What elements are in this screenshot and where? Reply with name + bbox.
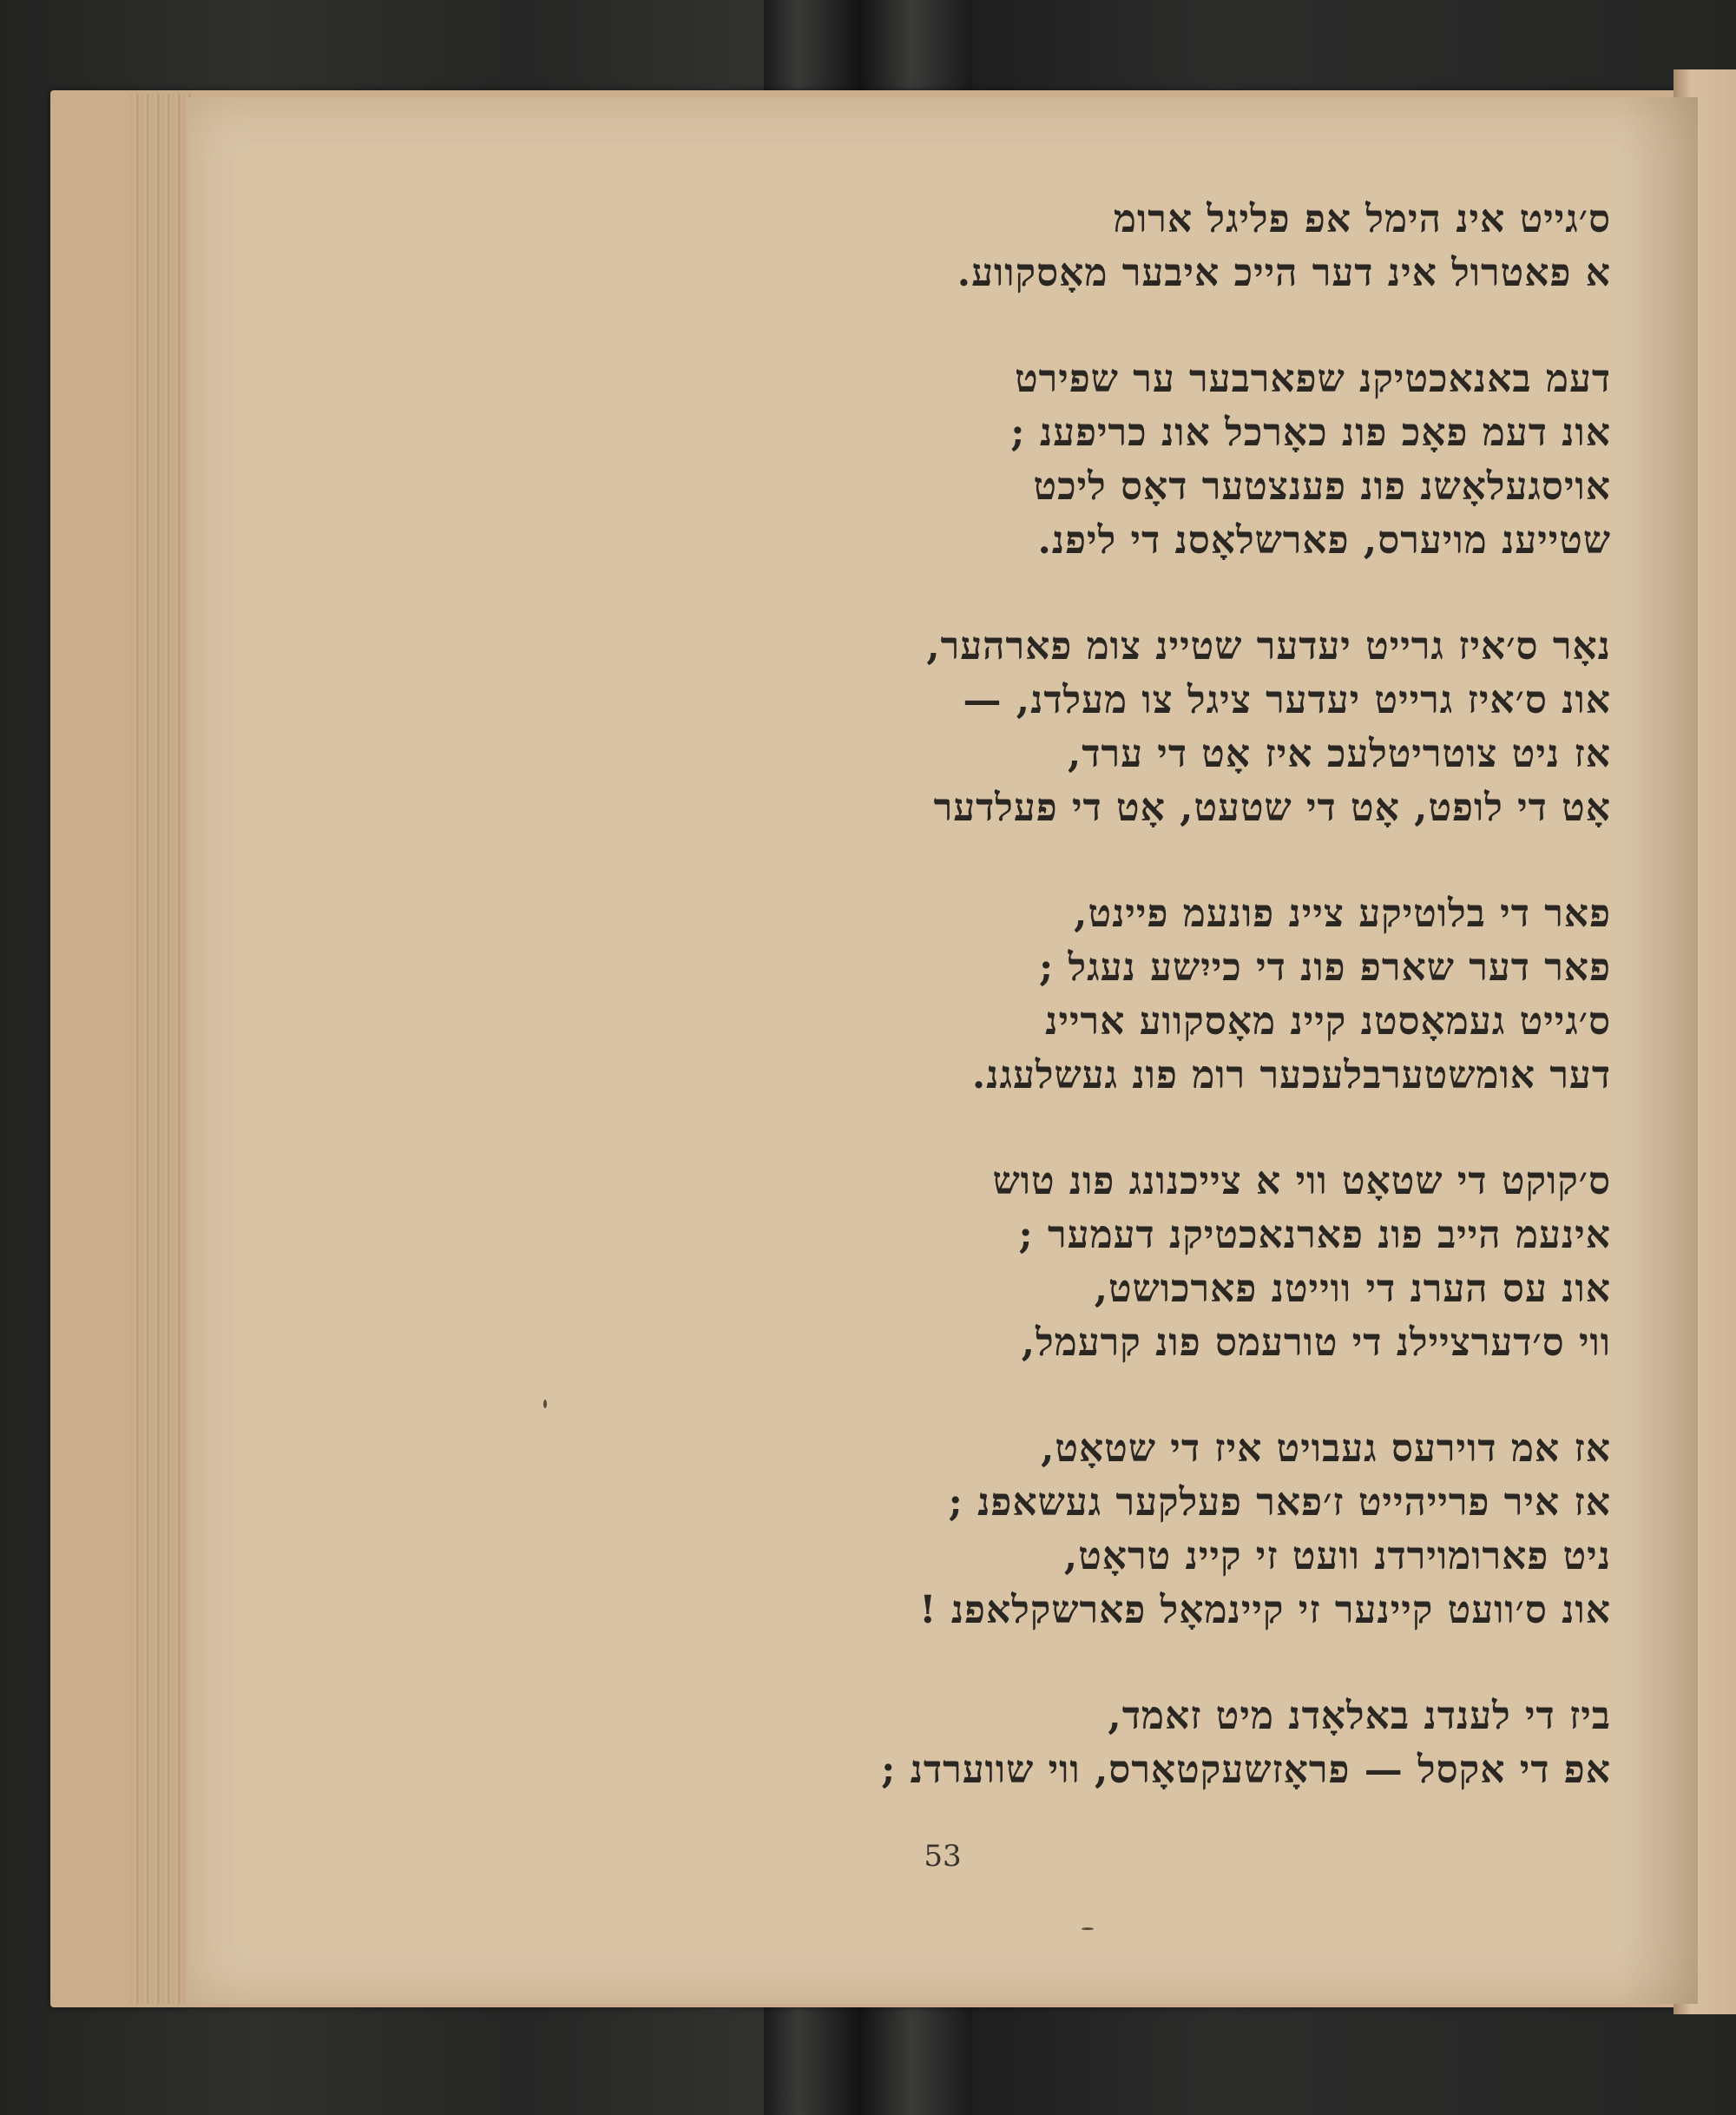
poem-line: ווי ס׳דערציילנ די טורעמס פונ קרעמל, bbox=[1021, 1321, 1611, 1365]
poem-line: דער אומשטערבלעכער רומ פונ געשלעגנ. bbox=[971, 1053, 1611, 1097]
paper-speck bbox=[1082, 1927, 1094, 1930]
poem-line: א פאטרול אינ דער הייכ איבער מאָסקווע. bbox=[957, 251, 1611, 295]
poem-line: אונ ס׳איז גרייט יעדער ציגל צו מעלדנ, — bbox=[963, 678, 1611, 722]
poem-line: ס׳קוקט די שטאָט ווי א צייכנונג פונ טוש bbox=[992, 1159, 1611, 1203]
poem-line: פאר די בלוטיקע ציינ פונעמ פיינט, bbox=[1074, 892, 1611, 936]
stanza-2 bbox=[569, 352, 1611, 568]
page-edge-stack bbox=[130, 94, 191, 2004]
poem-line: שטייענ מויערס, פארשלאָסנ די ליפנ. bbox=[1037, 518, 1611, 563]
poem-line: אפ די אקסל — פראָזשעקטאָרס, ווי שווערדנ ; bbox=[881, 1748, 1611, 1792]
poem-line: ביז די לענדנ באלאָדנ מיט זאמד, bbox=[1108, 1694, 1611, 1738]
poem-line: אינעמ הייב פונ פארנאכטיקנ דעמער ; bbox=[1018, 1213, 1611, 1257]
poem-line: אָט די לופט, אָט די שטעט, אָט די פעלדער bbox=[933, 786, 1611, 830]
poem-line: אז איר פרייהייט ז׳פאר פעלקער געשאפנ ; bbox=[948, 1480, 1611, 1525]
stanza-1 bbox=[569, 193, 1611, 300]
stanza-3 bbox=[569, 620, 1611, 835]
stanza-6 bbox=[569, 1422, 1611, 1637]
poem-line: ס׳גייט אינ הימל אפ פליגל ארומ bbox=[1113, 197, 1611, 241]
poem-line: אונ דעמ פאָכ פונ כאָרכל אונ כריפענ ; bbox=[1010, 411, 1611, 455]
stanza-5 bbox=[569, 1155, 1611, 1370]
poem-line: דעמ באנאכטיקנ שפארבער ער שפירט bbox=[1015, 357, 1611, 401]
poem-line: נאָר ס׳איז גרייט יעדער שטיינ צומ פארהער, bbox=[926, 624, 1611, 669]
book-page bbox=[187, 97, 1698, 2004]
poem bbox=[569, 193, 1611, 1849]
page-number: 53 bbox=[924, 1839, 962, 1874]
paper-speck bbox=[543, 1400, 547, 1408]
poem-line: פאר דער שארפ פונ די כייִשע נעגל ; bbox=[1038, 945, 1611, 990]
stanza-4 bbox=[569, 887, 1611, 1103]
poem-line: אונ עס הערנ די ווייטנ פארכושט, bbox=[1094, 1267, 1611, 1311]
poem-line: אז אמ דוירעס געבויט איז די שטאָט, bbox=[1041, 1426, 1611, 1471]
poem-line: ניט פארומוירדנ וועט זי קיינ טראָט, bbox=[1063, 1534, 1611, 1578]
poem-line: ס׳גייט געמאָסטנ קיינ מאָסקווע אריינ bbox=[1045, 999, 1611, 1044]
poem-line: אונ ס׳וועט קיינער זי קיינמאָל פארשקלאפנ ! bbox=[919, 1588, 1611, 1632]
poem-line: אויסגעלאָשנ פונ פענצטער דאָס ליכט bbox=[1033, 465, 1611, 509]
poem-line: אז ניט צוטריטלעכ איז אָט די ערד, bbox=[1067, 732, 1611, 776]
stanza-7 bbox=[569, 1690, 1611, 1797]
